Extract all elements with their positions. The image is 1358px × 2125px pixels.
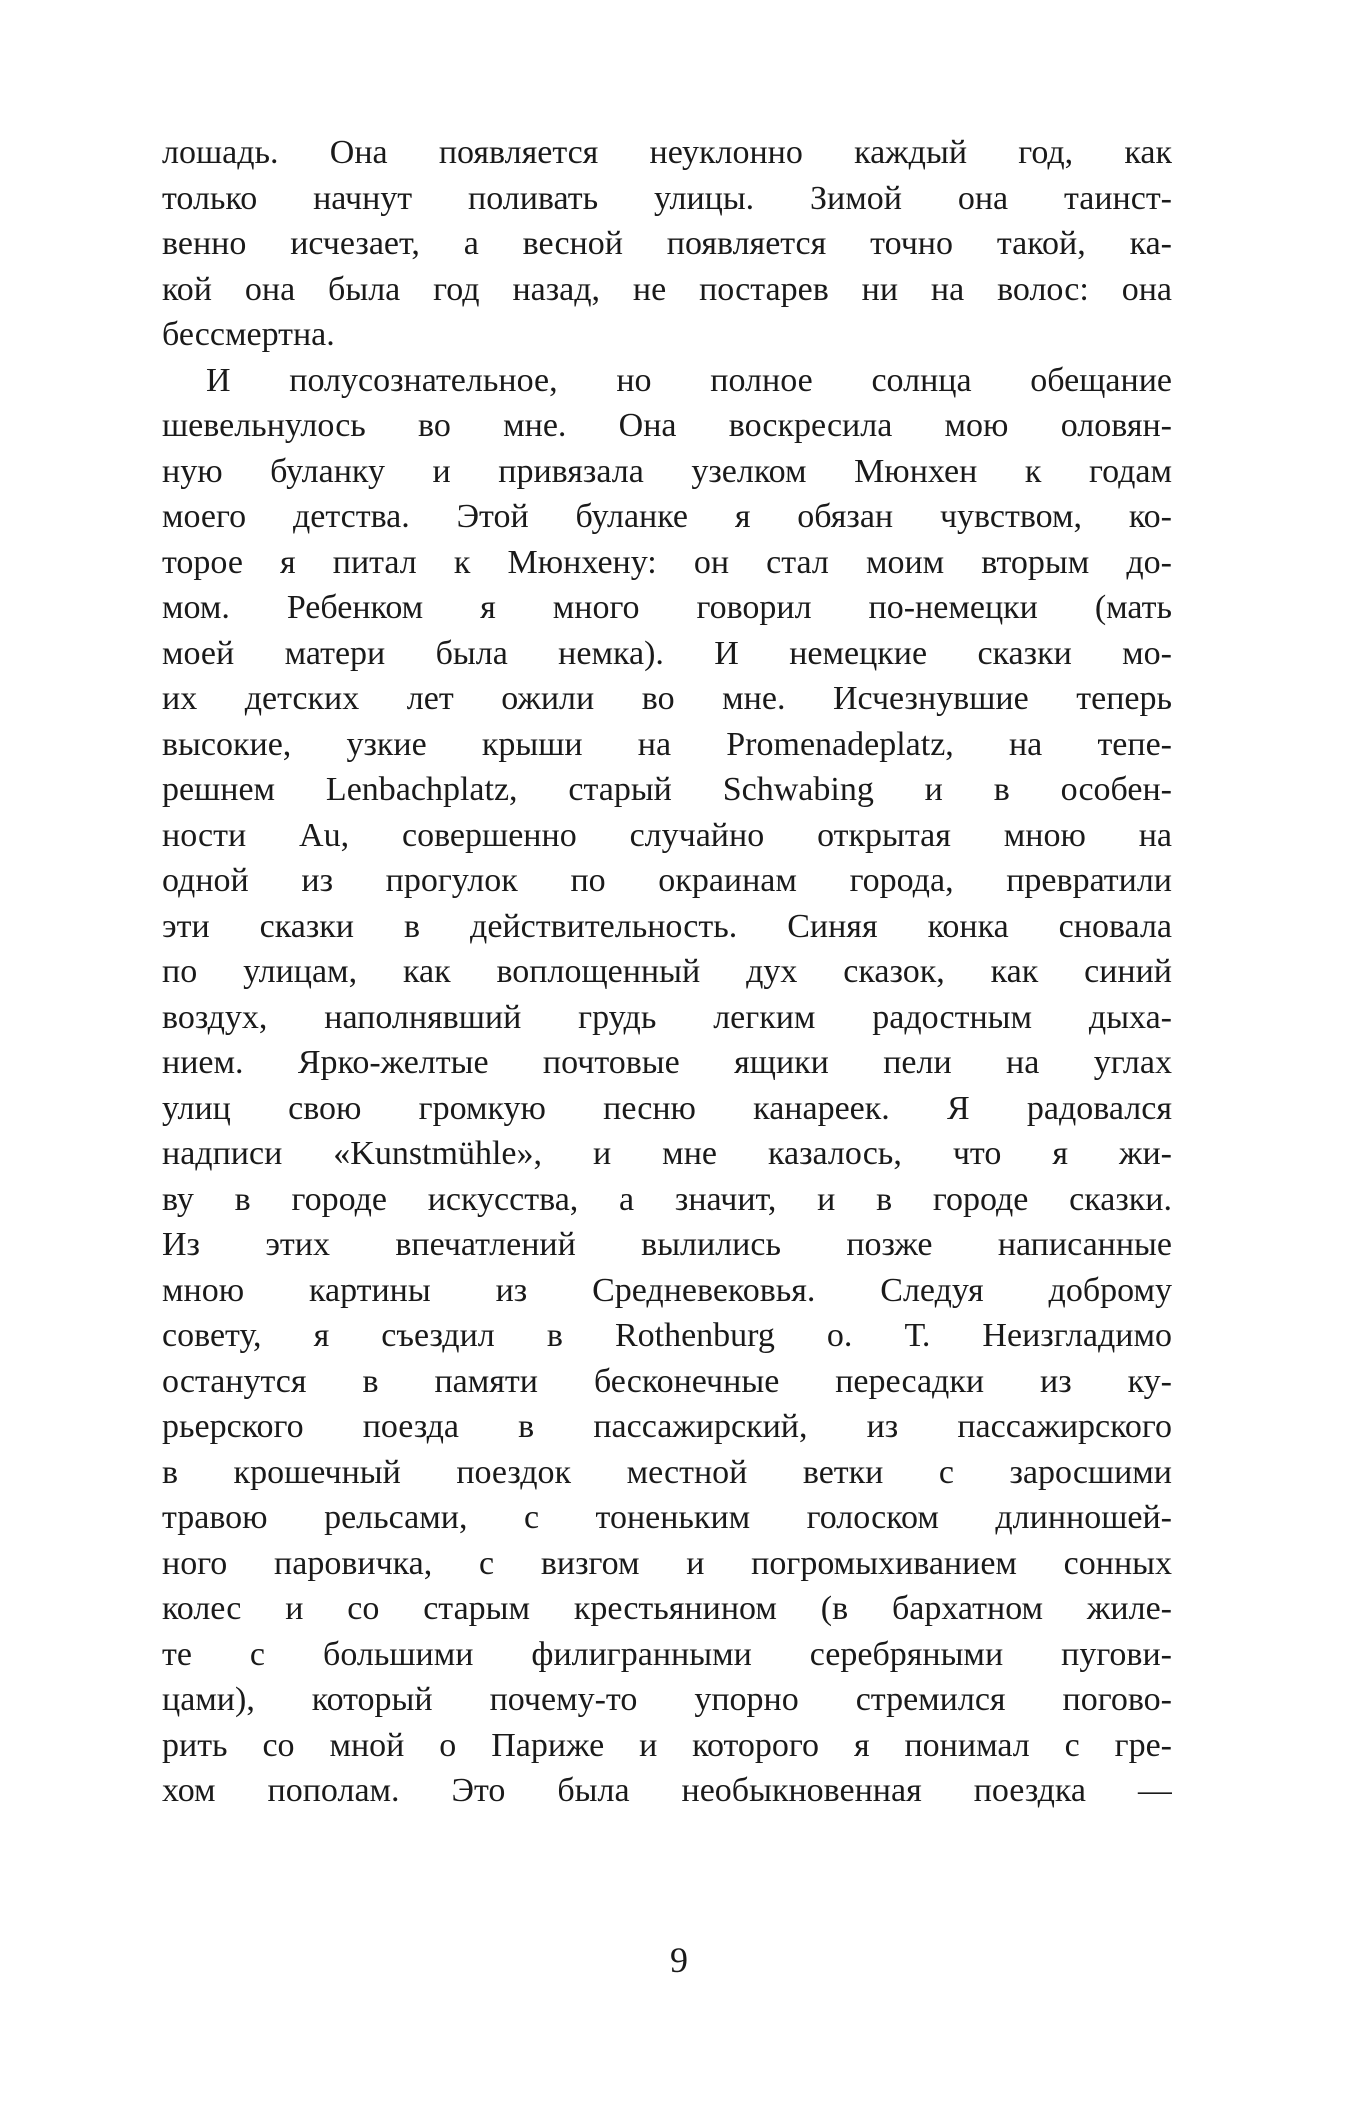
- text-line: моей матери была немка). И немецкие сказки мо-: [162, 634, 1172, 672]
- text-line: их детских лет ожили во мне. Исчезнувшие теперь: [162, 680, 1172, 717]
- text-line: лошадь. Она появляется неуклонно каждый год, как: [162, 134, 1172, 171]
- body-text: [162, 130, 1172, 1814]
- page-number: 9: [670, 1940, 688, 1980]
- text-line: моего детства. Этой буланке я обязан чувством, ко-: [162, 498, 1172, 535]
- text-line: нием. Ярко-желтые почтовые ящики пели на углах: [162, 1044, 1172, 1081]
- text-line: ную буланку и привязала узелком Мюнхен к годам: [162, 452, 1172, 490]
- text-line: И полусознательное, но полное солнца обещание: [206, 361, 1172, 399]
- text-line: воздух, наполнявший грудь легким радостным дыха-: [162, 998, 1172, 1036]
- text-line: одной из прогулок по окраинам города, превратили: [162, 862, 1172, 899]
- text-line: ного паровичка, с визгом и погромыхиванием сонных: [162, 1544, 1172, 1582]
- text-line: рить со мной о Париже и которого я понимал с гре-: [162, 1726, 1172, 1764]
- text-line: совету, я съездил в Rothenburg о. Т. Неизгладимо: [162, 1317, 1172, 1354]
- text-line: мною картины из Средневековья. Следуя доброму: [162, 1271, 1172, 1309]
- text-line: травою рельсами, с тоненьким голоском длинношей-: [162, 1499, 1172, 1536]
- text-line: останутся в памяти бесконечные пересадки из ку-: [162, 1362, 1172, 1400]
- text-line: высокие, узкие крыши на Promenadeplatz, на тепе-: [162, 725, 1172, 763]
- text-line: шевельнулось во мне. Она воскресила мою оловян-: [162, 407, 1172, 444]
- paragraph: [162, 130, 1172, 358]
- text-line: цами), который почему-то упорно стремился погово-: [162, 1681, 1172, 1718]
- text-line: те с большими филигранными серебряными пугови-: [162, 1635, 1172, 1673]
- text-line: улиц свою громкую песню канареек. Я радовался: [162, 1089, 1172, 1127]
- text-line: кой она была год назад, не постарев ни на волос: она: [162, 270, 1172, 308]
- text-line: Из этих впечатлений вылились позже написанные: [162, 1226, 1172, 1263]
- text-line: только начнут поливать улицы. Зимой она таинст-: [162, 179, 1172, 217]
- text-line: бессмертна.: [162, 316, 335, 353]
- text-line: по улицам, как воплощенный дух сказок, как синий: [162, 953, 1172, 990]
- text-line: хом пополам. Это была необыкновенная поездка —: [162, 1772, 1172, 1809]
- text-line: ности Au, совершенно случайно открытая мною на: [162, 816, 1172, 854]
- text-line: торое я питал к Мюнхену: он стал моим вторым до-: [162, 543, 1172, 581]
- text-line: решнем Lenbachplatz, старый Schwabing и в особен-: [162, 771, 1172, 808]
- text-line: венно исчезает, а весной появляется точно такой, ка-: [162, 225, 1172, 262]
- paragraph: [162, 358, 1172, 1814]
- text-line: колес и со старым крестьянином (в бархатном жиле-: [162, 1590, 1172, 1627]
- text-line: надписи «Kunstmühle», и мне казалось, что я жи-: [162, 1135, 1172, 1172]
- text-line: мом. Ребенком я много говорил по-немецки (мать: [162, 589, 1172, 626]
- text-line: ву в городе искусства, а значит, и в городе сказки.: [162, 1180, 1172, 1218]
- text-line: рьерского поезда в пассажирский, из пассажирского: [162, 1408, 1172, 1445]
- text-line: эти сказки в действительность. Синяя конка сновала: [162, 907, 1172, 945]
- text-line: в крошечный поездок местной ветки с заросшими: [162, 1453, 1172, 1491]
